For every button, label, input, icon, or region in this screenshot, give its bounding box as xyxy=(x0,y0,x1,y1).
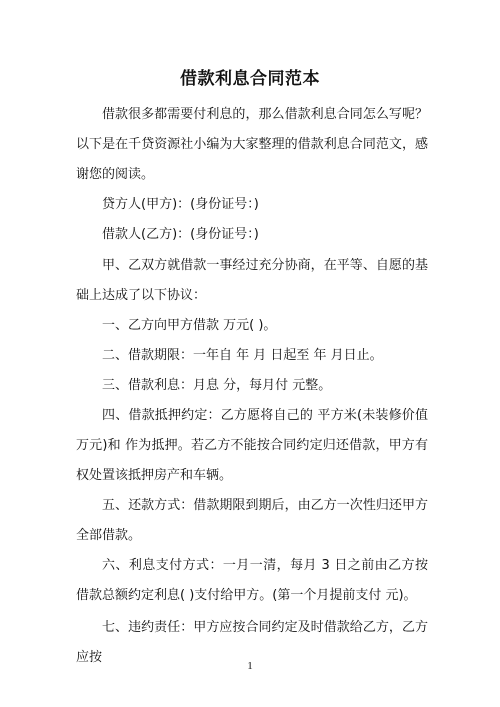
clause-1: 一、乙方向甲方借款 万元( )。 xyxy=(102,318,277,333)
clause-6: 六、利息支付方式：一月一清，每月 3 日之前由乙方按借款总额约定利息( )支付给甲方。(第一个月提前支付 元)。 xyxy=(76,558,428,603)
clause-5: 五、还款方式：借款期限到期后，由乙方一次性归还甲方全部借款。 xyxy=(76,498,428,543)
clause-7: 七、违约责任：甲方应按合同约定及时借款给乙方，乙方应按 xyxy=(76,620,428,665)
intro-paragraph: 借款很多都需要付利息的，那么借款利息合同怎么写呢？以下是在千贷资源社小编为大家整理的借款利息合同范文，感谢您的阅读。 xyxy=(76,107,428,182)
document-title: 借款利息合同范本 xyxy=(180,69,320,89)
page-number: 1 xyxy=(247,660,253,672)
clause-4: 四、借款抵押约定：乙方愿将自己的 平方米(未装修价值 万元)和 作为抵押。若乙方不能按合同约定归还借款，甲方有权处置该抵押房产和车辆。 xyxy=(76,408,428,483)
lender-line: 贷方人(甲方)：(身份证号：) xyxy=(102,197,259,212)
agreement-intro: 甲、乙双方就借款一事经过充分协商，在平等、自愿的基础上达成了以下协议： xyxy=(76,258,428,303)
clause-3: 三、借款利息：月息 分，每月付 元整。 xyxy=(102,378,332,393)
clause-2: 二、借款期限：一年自 年 月 日起至 年 月日止。 xyxy=(102,348,383,363)
borrower-line: 借款人(乙方)：(身份证号：) xyxy=(102,227,259,242)
